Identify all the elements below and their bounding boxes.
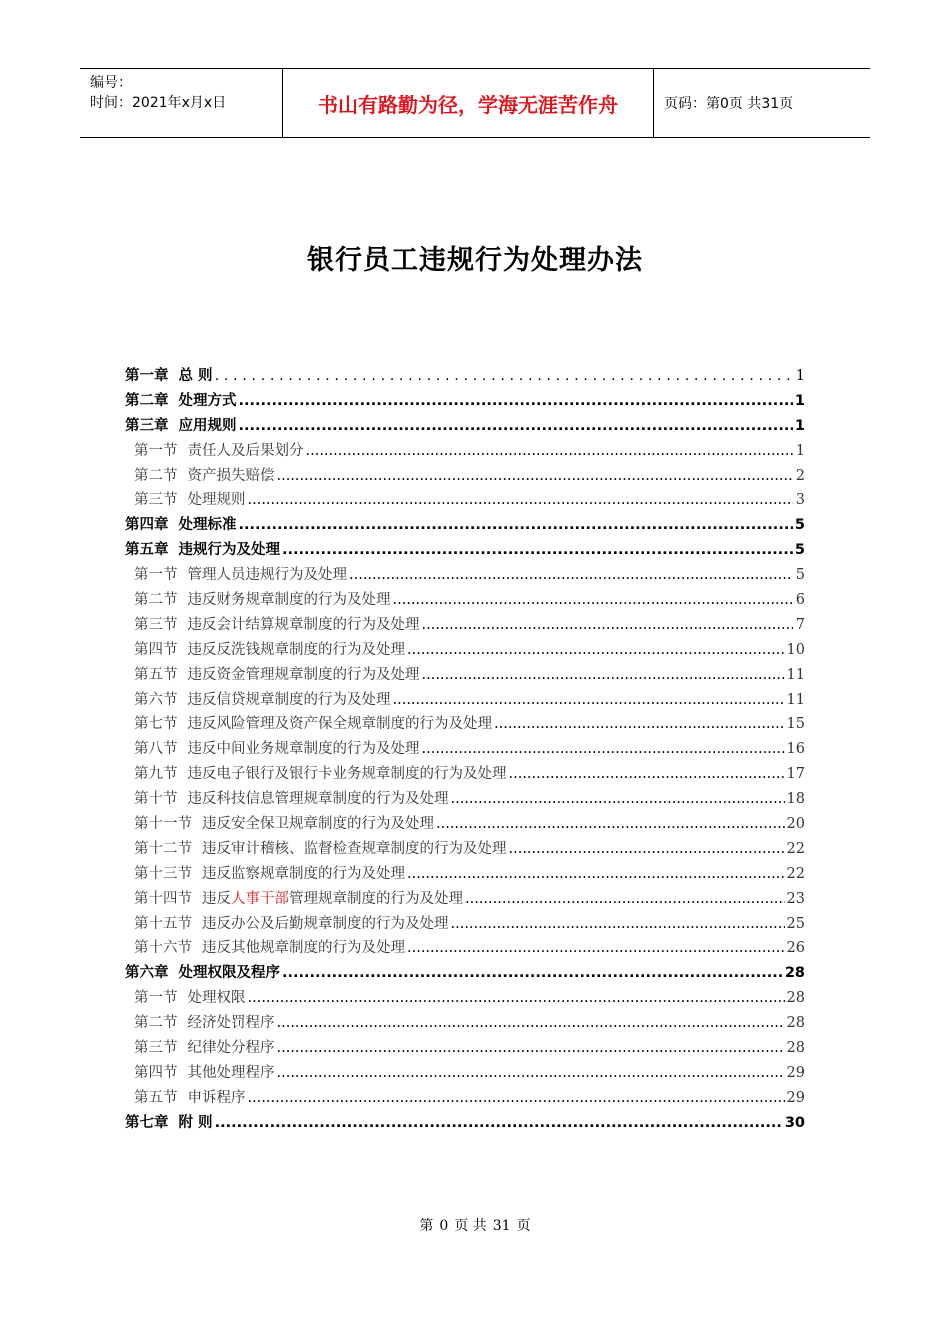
toc-entry-number: 第二节 — [134, 1015, 178, 1032]
page-header — [80, 68, 870, 138]
toc-entry-number: 第九节 — [134, 766, 178, 783]
toc-entry-number: 第十三节 — [134, 865, 192, 882]
toc-entry-page: 22 — [786, 840, 805, 857]
toc-entry-page: 15 — [786, 716, 805, 733]
toc-entry-number: 第二章 — [125, 392, 169, 409]
toc-entry-number: 第六章 — [125, 965, 169, 982]
toc-entry-number: 第一节 — [134, 990, 178, 1007]
toc-entry-page: 23 — [786, 890, 805, 907]
toc-entry-page: 17 — [786, 766, 805, 783]
toc-entry-page: 28 — [784, 965, 805, 982]
toc-entry-title: 其他处理程序 — [187, 1064, 275, 1081]
toc-dot-leader — [248, 1090, 785, 1106]
toc-entry[interactable] — [125, 837, 805, 862]
toc-dot-leader — [422, 617, 794, 633]
toc-entry-title: 经济处罚程序 — [187, 1015, 275, 1032]
toc-title-part: 管理规章制度的行为及处理 — [289, 890, 463, 907]
toc-entry-page: 29 — [786, 1064, 805, 1081]
toc-dot-leader — [239, 393, 793, 409]
toc-entry-page: 6 — [795, 592, 805, 609]
toc-entry-title: 处理权限及程序 — [178, 965, 280, 982]
toc-entry[interactable] — [125, 961, 805, 986]
toc-entry-number: 第十一节 — [134, 816, 192, 833]
toc-dot-leader — [494, 716, 785, 732]
toc-entry[interactable] — [125, 1086, 805, 1111]
toc-entry[interactable] — [125, 912, 805, 937]
toc-entry[interactable] — [125, 1036, 805, 1061]
header-number-label: 编号： — [90, 75, 132, 91]
toc-entry-page: 22 — [786, 865, 805, 882]
toc-entry-number: 第十四节 — [134, 890, 192, 907]
toc-entry[interactable] — [125, 488, 805, 513]
toc-entry-title: 违反安全保卫规章制度的行为及处理 — [202, 816, 434, 833]
toc-entry-page: 16 — [786, 741, 805, 758]
toc-entry-title: 违反资金管理规章制度的行为及处理 — [187, 666, 420, 683]
toc-dot-leader — [436, 816, 785, 832]
toc-entry-page: 1 — [795, 442, 805, 459]
header-time-label: 时间：2021年x月x日 — [90, 95, 227, 111]
toc-title-part: 违反 — [202, 890, 231, 907]
toc-entry-number: 第二节 — [134, 467, 178, 484]
toc-entry-number: 第一节 — [134, 442, 178, 459]
header-motto: 书山有路勤为径，学海无涯苦作舟 — [282, 69, 654, 137]
toc-dot-leader — [239, 418, 793, 434]
toc-entry[interactable] — [125, 464, 805, 489]
toc-entry-page: 1 — [794, 392, 805, 409]
toc-entry-title: 违反反洗钱规章制度的行为及处理 — [187, 641, 405, 658]
toc-entry-number: 第十节 — [134, 791, 178, 808]
toc-entry-page: 28 — [786, 990, 805, 1007]
toc-entry-number: 第三章 — [125, 417, 169, 434]
toc-entry-page: 3 — [795, 492, 805, 509]
toc-entry-title: 责任人及后果划分 — [187, 442, 304, 459]
toc-dot-leader — [282, 965, 783, 981]
toc-entry-number: 第二节 — [134, 592, 178, 609]
toc-entry-page: 1 — [795, 368, 805, 384]
toc-entry-page: 18 — [786, 791, 805, 808]
toc-entry-page: 7 — [795, 616, 805, 633]
toc-entry-title: 违反监察规章制度的行为及处理 — [202, 865, 405, 882]
toc-entry-page: 5 — [794, 542, 805, 559]
toc-entry-number: 第一章 — [125, 368, 169, 384]
toc-dot-leader — [451, 916, 785, 932]
toc-entry-number: 第八节 — [134, 741, 178, 758]
toc-dot-leader — [465, 891, 785, 907]
toc-entry-title: 附 则 — [178, 1114, 213, 1131]
toc-entry[interactable] — [125, 588, 805, 613]
toc-entry-number: 第三节 — [134, 1040, 178, 1057]
toc-entry-page: 2 — [795, 467, 805, 484]
toc-dot-leader — [407, 642, 785, 658]
toc-entry[interactable] — [125, 862, 805, 887]
toc-entry-title: 处理方式 — [178, 392, 237, 409]
toc-entry-title: 违反电子银行及银行卡业务规章制度的行为及处理 — [187, 766, 507, 783]
toc-dot-leader — [509, 841, 785, 857]
toc-entry[interactable] — [125, 712, 805, 737]
toc-entry-number: 第十五节 — [134, 915, 192, 932]
toc-dot-leader — [451, 791, 785, 807]
toc-entry-title: 违反风险管理及资产保全规章制度的行为及处理 — [187, 716, 492, 733]
toc-entry-title: 应用规则 — [178, 417, 237, 434]
toc-dot-leader — [393, 592, 794, 608]
toc-dot-leader — [407, 940, 785, 956]
toc-entry-number: 第六节 — [134, 691, 178, 708]
toc-dot-leader — [349, 567, 793, 583]
toc-entry-title: 处理权限 — [187, 990, 246, 1007]
toc-entry-title: 处理规则 — [187, 492, 246, 509]
toc-entry-title — [202, 887, 463, 908]
toc-entry[interactable] — [125, 887, 805, 912]
toc-entry-title: 违反信贷规章制度的行为及处理 — [187, 691, 391, 708]
toc-entry[interactable] — [125, 513, 805, 538]
toc-entry[interactable] — [125, 1061, 805, 1086]
toc-entry-page: 28 — [786, 1015, 805, 1032]
toc-entry-title: 申诉程序 — [187, 1089, 246, 1106]
toc-entry-title: 违反其他规章制度的行为及处理 — [202, 940, 405, 957]
toc-entry-number: 第五章 — [125, 542, 169, 559]
toc-entry[interactable] — [125, 1011, 805, 1036]
toc-entry-number: 第五节 — [134, 1089, 178, 1106]
toc-dot-leader — [393, 692, 785, 708]
footer-mid: 页 共 — [454, 1218, 487, 1234]
toc-entry-title: 违反中间业务规章制度的行为及处理 — [187, 741, 420, 758]
toc-entry[interactable] — [125, 812, 805, 837]
toc-dot-leader — [215, 1115, 783, 1131]
toc-entry[interactable] — [125, 737, 805, 762]
toc-entry[interactable] — [125, 613, 805, 638]
toc-dot-leader — [277, 1065, 785, 1081]
toc-dot-leader — [215, 368, 793, 384]
toc-entry-number: 第三节 — [134, 616, 178, 633]
toc-entry-page: 28 — [786, 1040, 805, 1057]
toc-dot-leader — [277, 1015, 785, 1031]
toc-entry-title: 违反办公及后勤规章制度的行为及处理 — [202, 915, 449, 932]
toc-entry-page: 10 — [786, 641, 805, 658]
toc-entry-page: 11 — [786, 691, 805, 708]
toc-entry[interactable] — [125, 439, 805, 464]
toc-entry[interactable] — [125, 1111, 805, 1136]
toc-dot-leader — [306, 443, 794, 459]
toc-entry-number: 第七节 — [134, 716, 178, 733]
toc-title-highlight: 人事干部 — [231, 890, 289, 907]
toc-dot-leader — [277, 1040, 785, 1056]
toc-entry[interactable] — [125, 787, 805, 812]
toc-entry-title: 违反财务规章制度的行为及处理 — [187, 592, 391, 609]
toc-entry-number: 第四节 — [134, 641, 178, 658]
toc-entry-title: 资产损失赔偿 — [187, 467, 275, 484]
toc-dot-leader — [509, 766, 785, 782]
toc-dot-leader — [407, 866, 785, 882]
toc-entry-page: 25 — [786, 915, 805, 932]
toc-entry-page: 1 — [794, 417, 805, 434]
toc-entry-number: 第四章 — [125, 517, 169, 534]
toc-entry-title: 违规行为及处理 — [178, 542, 280, 559]
toc-entry[interactable] — [125, 389, 805, 414]
toc-dot-leader — [239, 517, 793, 533]
toc-entry-title: 违反会计结算规章制度的行为及处理 — [187, 616, 420, 633]
toc-entry[interactable] — [125, 986, 805, 1011]
toc-entry[interactable] — [125, 762, 805, 787]
toc-entry-number: 第七章 — [125, 1114, 169, 1131]
toc-entry-number: 第五节 — [134, 666, 178, 683]
toc-entry-page: 30 — [784, 1114, 805, 1131]
toc-entry[interactable] — [125, 688, 805, 713]
toc-entry[interactable] — [125, 563, 805, 588]
toc-entry-page: 5 — [795, 567, 805, 584]
footer-total-pages: 31 — [492, 1218, 511, 1234]
toc-dot-leader — [248, 990, 785, 1006]
toc-entry-title: 处理标准 — [178, 517, 237, 534]
toc-entry-number: 第一节 — [134, 567, 178, 584]
toc-dot-leader — [422, 741, 785, 757]
toc-entry-page: 11 — [786, 666, 805, 683]
toc-dot-leader — [248, 492, 794, 508]
document-title: 银行员工违规行为处理办法 — [307, 245, 643, 276]
toc-entry-page: 5 — [794, 517, 805, 534]
toc-dot-leader — [422, 667, 785, 683]
footer-current-page: 0 — [439, 1218, 449, 1234]
toc-entry-page: 20 — [786, 816, 805, 833]
table-of-contents — [125, 364, 805, 1136]
toc-dot-leader — [277, 468, 794, 484]
toc-entry-title: 管理人员违规行为及处理 — [187, 567, 347, 584]
toc-entry-title: 违反科技信息管理规章制度的行为及处理 — [187, 791, 449, 808]
footer-post: 页 — [516, 1218, 531, 1234]
toc-dot-leader — [282, 542, 793, 558]
header-page-info: 页码：第0页 共31页 — [664, 96, 794, 112]
toc-entry-number: 第四节 — [134, 1064, 178, 1081]
header-meta — [80, 69, 282, 137]
toc-entry-title: 总 则 — [178, 368, 213, 384]
toc-entry[interactable] — [125, 538, 805, 563]
toc-entry-page: 29 — [786, 1089, 805, 1106]
page-footer — [0, 1215, 950, 1235]
toc-entry[interactable] — [125, 936, 805, 961]
toc-entry[interactable] — [125, 663, 805, 688]
toc-entry-title: 纪律处分程序 — [187, 1040, 275, 1057]
footer-pre: 第 — [419, 1218, 434, 1234]
toc-entry[interactable] — [125, 638, 805, 663]
toc-entry-title: 违反审计稽核、监督检查规章制度的行为及处理 — [202, 840, 507, 857]
toc-entry-number: 第十二节 — [134, 840, 192, 857]
toc-entry[interactable] — [125, 364, 805, 389]
toc-entry[interactable] — [125, 414, 805, 439]
toc-entry-number: 第三节 — [134, 492, 178, 509]
toc-entry-page: 26 — [786, 940, 805, 957]
toc-entry-number: 第十六节 — [134, 940, 192, 957]
